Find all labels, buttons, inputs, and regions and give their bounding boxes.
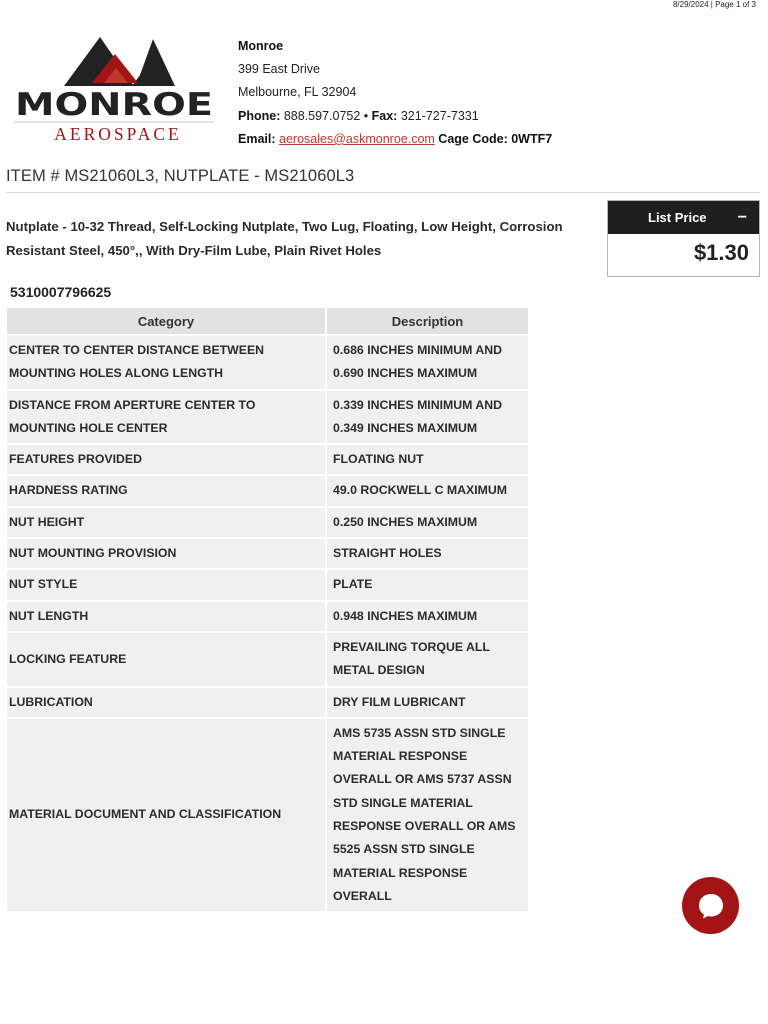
table-row: [7, 633, 528, 686]
category-cell: HARDNESS RATING: [7, 476, 325, 505]
description-cell: DRY FILM LUBRICANT: [327, 688, 528, 717]
cage-label: Cage Code:: [438, 131, 508, 146]
description-cell: 49.0 ROCKWELL C MAXIMUM: [327, 476, 528, 505]
description-cell: 0.339 INCHES MINIMUM AND 0.349 INCHES MAXIMUM: [327, 391, 528, 444]
monroe-aerospace-logo: [12, 34, 216, 146]
description-cell: STRAIGHT HOLES: [327, 539, 528, 568]
logo-wordmark: MONROE: [15, 87, 213, 123]
table-row: [7, 336, 528, 389]
table-row: [7, 570, 528, 599]
item-title: ITEM # MS21060L3, NUTPLATE - MS21060L3: [6, 164, 760, 193]
table-row: [7, 688, 528, 717]
email-link[interactable]: aerosales@askmonroe.com: [279, 131, 435, 146]
table-row: [7, 476, 528, 505]
category-cell: FEATURES PROVIDED: [7, 445, 325, 474]
cage-code: 0WTF7: [511, 131, 553, 146]
description-cell: 0.250 INCHES MAXIMUM: [327, 508, 528, 537]
table-row: [7, 391, 528, 444]
list-price-label: List Price: [648, 210, 707, 225]
table-row: [7, 602, 528, 631]
description-cell: 0.948 INCHES MAXIMUM: [327, 602, 528, 631]
email-label: Email:: [238, 131, 276, 146]
category-cell: LUBRICATION: [7, 688, 325, 717]
category-cell: MATERIAL DOCUMENT AND CLASSIFICATION: [7, 719, 325, 911]
table-row: [7, 539, 528, 568]
item-description: Nutplate - 10-32 Thread, Self-Locking Nutplate, Two Lug, Floating, Low Height, Corrosion Resistant Steel, 450°,, With Dry-Film Lube, Plain Rivet Holes: [6, 219, 563, 258]
category-cell: NUT LENGTH: [7, 602, 325, 631]
table-row: [7, 445, 528, 474]
description-cell: PLATE: [327, 570, 528, 599]
table-row: [7, 719, 528, 911]
category-cell: LOCKING FEATURE: [7, 633, 325, 686]
table-row: [7, 508, 528, 537]
column-header-category: Category: [7, 308, 325, 334]
phone-number: 888.597.0752: [283, 108, 361, 123]
fax-label: Fax:: [371, 108, 398, 123]
category-cell: DISTANCE FROM APERTURE CENTER TO MOUNTING HOLE CENTER: [7, 391, 325, 444]
chat-bubble-icon: [696, 891, 726, 921]
phone-label: Phone:: [238, 108, 281, 123]
category-cell: CENTER TO CENTER DISTANCE BETWEEN MOUNTING HOLES ALONG LENGTH: [7, 336, 325, 389]
list-price-value: $1.30: [693, 240, 749, 265]
fax-number: 321-727-7331: [400, 108, 479, 123]
column-header-description: Description: [327, 308, 528, 334]
list-price-header[interactable]: [608, 201, 759, 234]
company-street: 399 East Drive: [238, 62, 320, 77]
company-contact: Monroe 399 East Drive Melbourne, FL 32904 Phone: 888.597.0752 • Fax: 321-727-7331 Email: aerosales@askmonroe.com Cage Code: 0WTF7: [238, 39, 553, 146]
description-cell: 0.686 INCHES MINIMUM AND 0.690 INCHES MAXIMUM: [327, 336, 528, 389]
category-cell: NUT HEIGHT: [7, 508, 325, 537]
list-price-panel: [607, 200, 760, 277]
description-cell: PREVAILING TORQUE ALL METAL DESIGN: [327, 633, 528, 686]
nsn-number: 5310007796625: [10, 284, 112, 300]
company-name: Monroe: [238, 39, 284, 53]
spec-table: [5, 306, 530, 913]
logo-subtitle: AEROSPACE: [54, 124, 182, 144]
company-city: Melbourne, FL 32904: [238, 85, 357, 100]
chat-button[interactable]: [682, 877, 739, 934]
description-cell: FLOATING NUT: [327, 445, 528, 474]
description-cell: AMS 5735 ASSN STD SINGLE MATERIAL RESPONSE OVERALL OR AMS 5737 ASSN STD SINGLE MATERIAL RESPONSE OVERALL OR AMS 5525 ASSN STD SINGLE MATERIAL RESPONSE OVERALL: [327, 719, 528, 911]
page-header: 8/29/2024 | Page 1 of 3: [672, 0, 756, 9]
collapse-icon[interactable]: −: [737, 208, 747, 226]
category-cell: NUT MOUNTING PROVISION: [7, 539, 325, 568]
category-cell: NUT STYLE: [7, 570, 325, 599]
